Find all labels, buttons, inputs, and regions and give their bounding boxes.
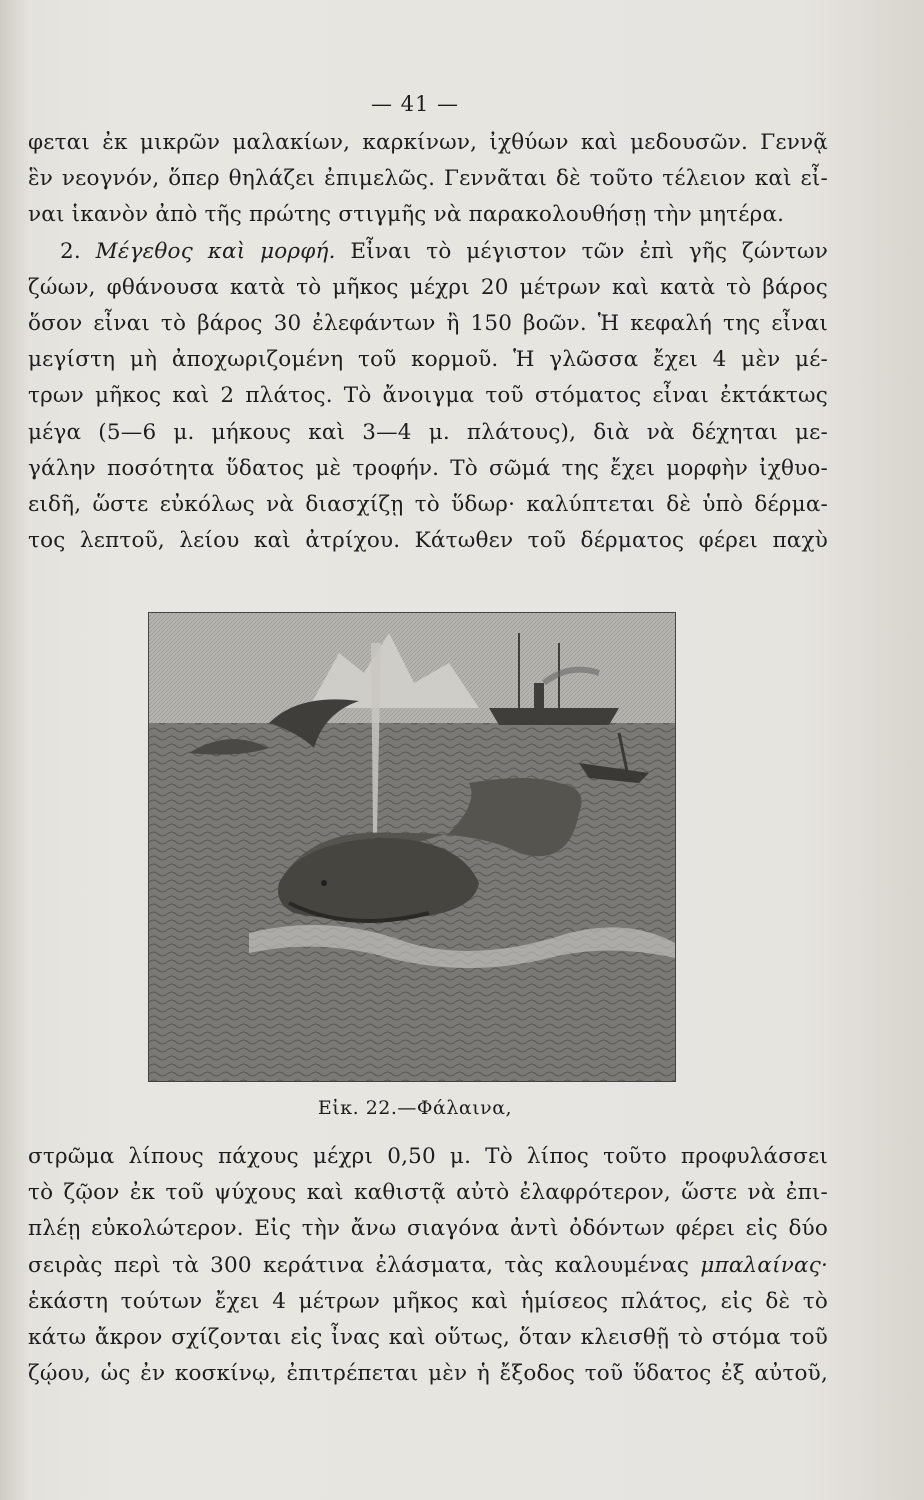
- section-heading-line: [28, 234, 828, 270]
- text-line: τος λεπτοῦ, λείου καὶ ἀτρίχου. Κάτωθεν τοῦ δέρματος φέρει παχὺ: [28, 528, 828, 554]
- heading-line-tail: τῶν ἐπὶ γῆς ζώντων: [581, 238, 828, 264]
- text-line: τρων μῆκος καὶ 2 πλάτος. Τὸ ἄνοιγμα τοῦ στόματος εἶναι ἐκτάκτως: [28, 383, 828, 409]
- text-line: ειδῆ, ὥστε εὐκόλως νὰ διασχίζῃ τὸ ὕδωρ· καλύπτεται δὲ ὑπὸ δέρμα-: [28, 491, 828, 517]
- text-line: μέγα (5—6 μ. μήκους καὶ 3—4 μ. πλάτους), διὰ νὰ δέχηται με-: [28, 419, 828, 445]
- text-block-bottom: [28, 1139, 828, 1392]
- text-line: στρῶμα λίπους πάχους μέχρι 0,50 μ. Τὸ λίπος τοῦτο προφυλάσσει: [28, 1144, 828, 1169]
- text-line: τὸ ζῷον ἐκ τοῦ ψύχους καὶ καθιστᾷ αὐτὸ ἐλαφρότερον, ὥστε νὰ ἐπι-: [28, 1180, 828, 1206]
- page-number: — 41 —: [370, 92, 460, 116]
- text-line: ζῴου, ὡς ἐν κοσκίνῳ, ἐπιτρέπεται μὲν ἡ ἔξοδος τοῦ ὕδατος ἐξ αὐτοῦ,: [28, 1361, 828, 1387]
- text-line: ἑκάστη τούτων ἔχει 4 μέτρων μῆκος καὶ ἡμίσεος πλάτος, εἰς δὲ τὸ: [28, 1288, 828, 1314]
- emphasis-word: μπαλαίνας·: [700, 1252, 828, 1278]
- text-line: ζώων, φθάνουσα κατὰ τὸ μῆκος μέχρι 20 μέτρων καὶ κατὰ τὸ βάρος: [28, 274, 828, 300]
- heading-rest: Εἶναι τὸ μέγιστον: [350, 238, 567, 264]
- text-line: γάλην ποσότητα ὕδατος μὲ τροφήν. Τὸ σῶμά της ἔχει μορφὴν ἰχθυο-: [28, 455, 828, 481]
- line-text: σειρὰς περὶ τὰ 300 κεράτινα ἐλάσματα, τὰς καλουμένας: [28, 1252, 690, 1278]
- whale-engraving: [149, 613, 675, 1081]
- whale-illustration: [148, 612, 676, 1082]
- heading-number: 2.: [60, 238, 81, 264]
- heading-title: Μέγεθος καὶ μορφή.: [95, 238, 336, 264]
- figure-caption: Εἰκ. 22.—Φάλαινα,: [317, 1097, 513, 1119]
- text-line-with-emphasis: [28, 1248, 828, 1284]
- text-line: ἓν νεογνόν, ὅπερ θηλάζει ἐπιμελῶς. Γεννᾶται δὲ τοῦτο τέλειον καὶ εἶ-: [28, 166, 828, 192]
- text-line: φεται ἐκ μικρῶν μαλακίων, καρκίνων, ἰχθύων καὶ μεδουσῶν. Γεννᾷ: [28, 130, 828, 155]
- text-block-top: [28, 125, 828, 559]
- text-line: πλέῃ εὐκολώτερον. Εἰς τὴν ἄνω σιαγόνα ἀντὶ ὀδόντων φέρει εἰς δύο: [28, 1216, 828, 1242]
- text-line: κάτω ἄκρον σχίζονται εἰς ἶνας καὶ οὕτως, ὅταν κλεισθῇ τὸ στόμα τοῦ: [28, 1324, 828, 1350]
- text-line: μεγίστη μὴ ἀποχωριζομένη τοῦ κορμοῦ. Ἡ γλῶσσα ἔχει 4 μὲν μέ-: [28, 347, 828, 373]
- text-line: ὅσον εἶναι τὸ βάρος 30 ἐλεφάντων ἢ 150 βοῶν. Ἡ κεφαλή της εἶναι: [28, 310, 828, 336]
- text-line: ναι ἱκανὸν ἀπὸ τῆς πρώτης στιγμῆς νὰ παρακολουθήσῃ τὴν μητέρα.: [28, 202, 785, 228]
